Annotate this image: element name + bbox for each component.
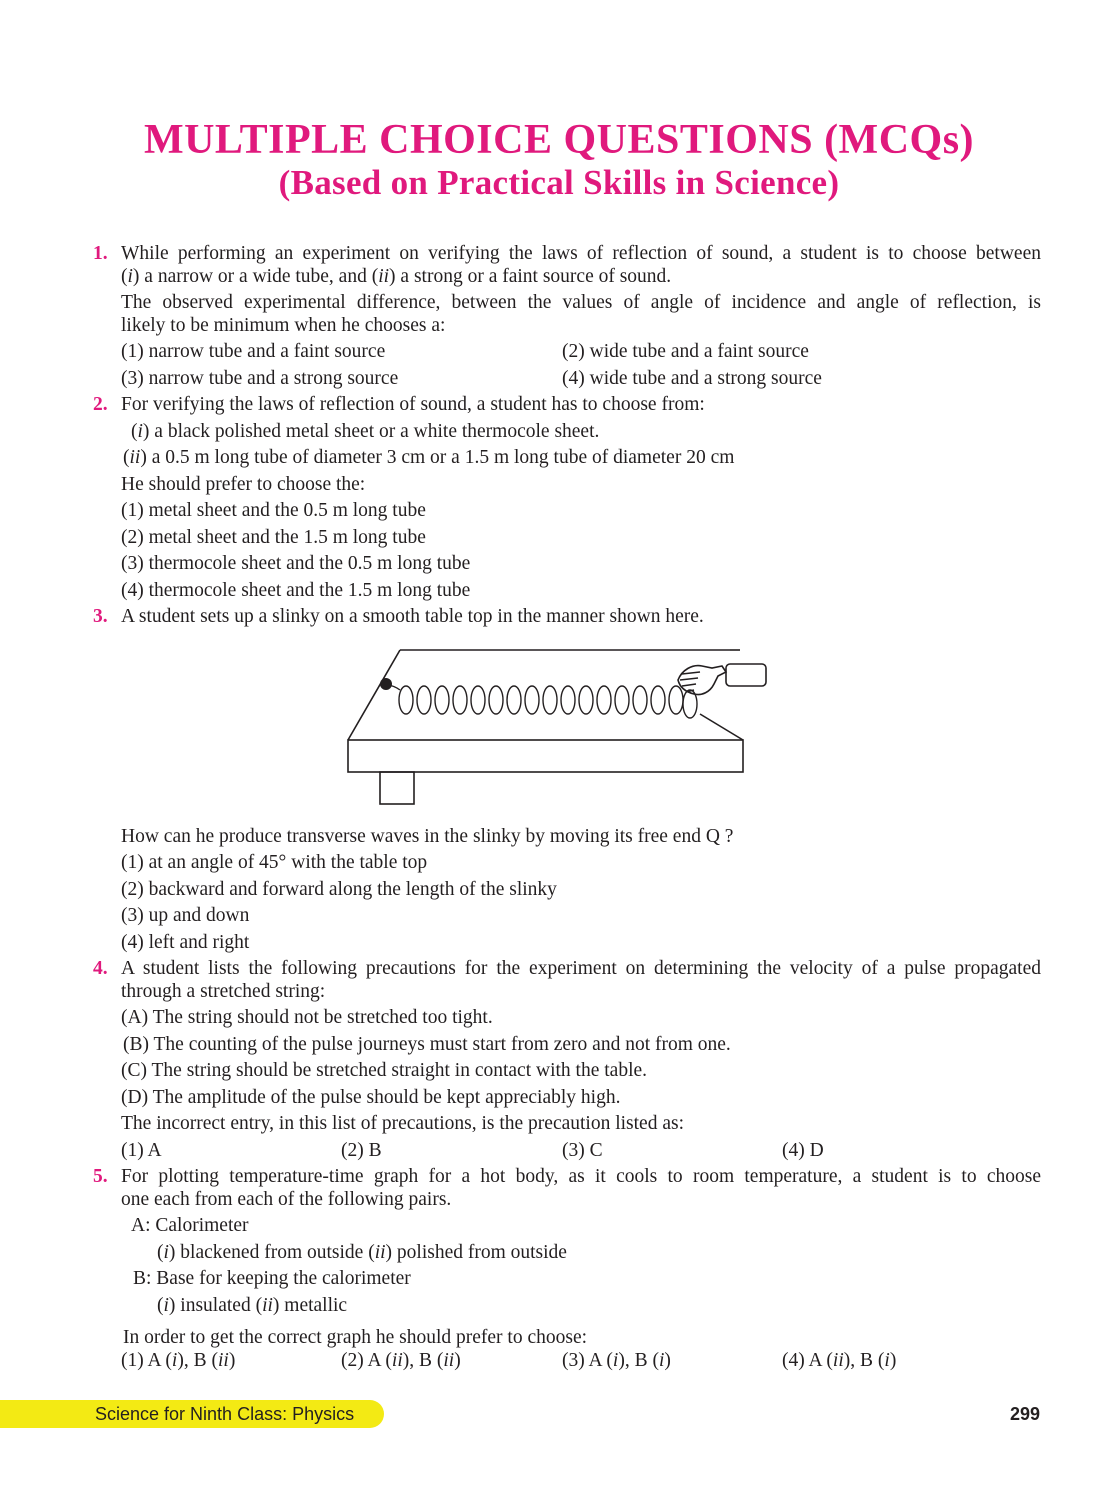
option: (2) backward and forward along the length of the slinky	[121, 879, 557, 900]
option: (2) A (ii), B (ii)	[341, 1350, 461, 1371]
option: (3) thermocole sheet and the 0.5 m long tube	[121, 553, 471, 574]
pair-options: (i) blackened from outside (ii) polished from outside	[157, 1242, 567, 1263]
question-text: A student sets up a slinky on a smooth table top in the manner shown here.	[121, 606, 704, 627]
question-number: 4.	[93, 958, 108, 979]
option: (3) C	[562, 1140, 603, 1161]
question-number: 3.	[93, 606, 108, 627]
option: (1) metal sheet and the 0.5 m long tube	[121, 500, 426, 521]
question-number: 2.	[93, 394, 108, 415]
pair-label: A: Calorimeter	[131, 1215, 249, 1236]
option: (1) narrow tube and a faint source	[121, 341, 386, 362]
option: (2) wide tube and a faint source	[562, 341, 809, 362]
question-text: The incorrect entry, in this list of precautions, is the precaution listed as:	[121, 1113, 684, 1134]
choice-item: (i) a black polished metal sheet or a white thermocole sheet.	[131, 421, 600, 442]
question-text: one each from each of the following pairs.	[121, 1189, 452, 1210]
question-text: The observed experimental difference, between the values of angle of incidence and angle of reflection, is	[121, 292, 1041, 313]
question-text: For verifying the laws of reflection of sound, a student has to choose from:	[121, 394, 705, 415]
option: (1) A	[121, 1140, 162, 1161]
precaution-item: (C) The string should be stretched straight in contact with the table.	[121, 1060, 648, 1081]
option: (4) D	[782, 1140, 824, 1161]
precaution-item: (A) The string should not be stretched too tight.	[121, 1007, 493, 1028]
option: (4) wide tube and a strong source	[562, 368, 822, 389]
page-number: 299	[1009, 1404, 1040, 1424]
question-text: In order to get the correct graph he should prefer to choose:	[123, 1327, 588, 1348]
question-text: While performing an experiment on verifying the laws of reflection of sound, a student is to choose between	[121, 243, 1041, 264]
question-text: A student lists the following precautions for the experiment on determining the velocity of a pulse propagated	[121, 958, 1041, 979]
option: (3) narrow tube and a strong source	[121, 368, 399, 389]
page-subtitle: (Based on Practical Skills in Science)	[278, 163, 840, 202]
option: (4) left and right	[121, 932, 250, 953]
question-text: He should prefer to choose the:	[121, 474, 366, 495]
option: (3) A (i), B (i)	[562, 1350, 671, 1371]
precaution-item: (B) The counting of the pulse journeys must start from zero and not from one.	[123, 1034, 731, 1055]
option: (1) at an angle of 45° with the table top	[121, 852, 428, 873]
option: (2) B	[341, 1140, 382, 1161]
page-title: MULTIPLE CHOICE QUESTIONS (MCQs)	[143, 117, 975, 163]
option: (3) up and down	[121, 905, 250, 926]
choice-item: (ii) a 0.5 m long tube of diameter 3 cm or a 1.5 m long tube of diameter 20 cm	[123, 447, 735, 468]
question-number: 1.	[93, 243, 108, 264]
option: (1) A (i), B (ii)	[121, 1350, 236, 1371]
question-text: likely to be minimum when he chooses a:	[121, 315, 446, 336]
option: (2) metal sheet and the 1.5 m long tube	[121, 527, 426, 548]
option: (4) A (ii), B (i)	[782, 1350, 897, 1371]
footer-book-title: Science for Ninth Class: Physics	[95, 1404, 355, 1424]
pair-label: B: Base for keeping the calorimeter	[133, 1268, 411, 1289]
question-number: 5.	[93, 1166, 108, 1187]
precaution-item: (D) The amplitude of the pulse should be kept appreciably high.	[121, 1087, 621, 1108]
slinky-figure	[340, 644, 770, 806]
question-text: How can he produce transverse waves in the slinky by moving its free end Q ?	[121, 826, 734, 847]
question-text: through a stretched string:	[121, 981, 326, 1002]
option: (4) thermocole sheet and the 1.5 m long tube	[121, 580, 471, 601]
pair-options: (i) insulated (ii) metallic	[157, 1295, 348, 1316]
question-text: For plotting temperature-time graph for a hot body, as it cools to room temperature, a student is to choose	[121, 1166, 1041, 1187]
question-text: (i) a narrow or a wide tube, and (ii) a strong or a faint source of sound.	[121, 266, 672, 287]
